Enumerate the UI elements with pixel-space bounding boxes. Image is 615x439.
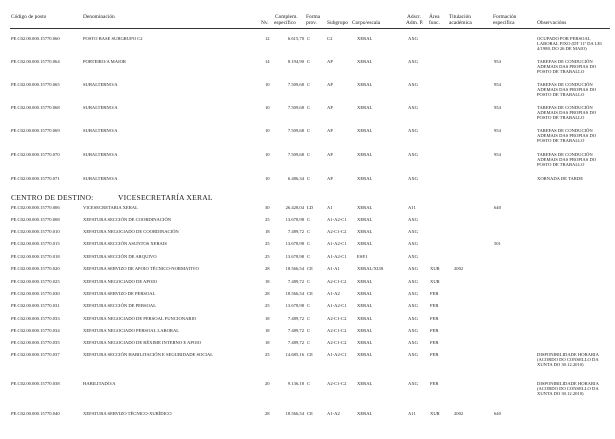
cell-form: CE bbox=[307, 352, 313, 357]
cell-area: FER bbox=[430, 316, 439, 321]
cell-code: PE.C02.00.000.15770.070 bbox=[11, 152, 60, 157]
cell-subgroup: A2-C1-C2 bbox=[327, 279, 347, 284]
cell-complement: 7.509,68 bbox=[287, 105, 304, 110]
cell-code: PE.C02.00.000.15770.015 bbox=[11, 241, 60, 246]
table-row bbox=[0, 217, 615, 227]
cell-area: FER bbox=[430, 381, 439, 386]
cell-complement: 7.489,72 bbox=[287, 279, 304, 284]
table-row bbox=[0, 205, 615, 215]
cell-adm: AXG bbox=[408, 36, 418, 41]
cell-complement: 7.489,72 bbox=[287, 340, 304, 345]
cell-corpo: XERAL bbox=[357, 128, 373, 133]
cell-subgroup: A1-A2-C1 bbox=[327, 254, 347, 259]
cell-subgroup: C2 bbox=[327, 36, 333, 41]
cell-complement: 6.615,70 bbox=[287, 36, 304, 41]
cell-adm: AXG bbox=[408, 316, 418, 321]
table-row bbox=[0, 279, 615, 289]
cell-corpo: XERAL bbox=[357, 36, 373, 41]
cell-observations: DISPONIBILIDADE HORARIA (ACORDO DO CONSELLO DA XUNTA DO 30.12.2010) bbox=[537, 381, 599, 397]
cell-complement: 18.566,54 bbox=[285, 291, 304, 296]
cell-subgroup: A2-C1-C2 bbox=[327, 381, 347, 386]
cell-subgroup: A2-C1-C2 bbox=[327, 316, 347, 321]
cell-denomination: XEFATURA SECCIÓN DE ARQUIVO bbox=[83, 254, 157, 259]
cell-level: 25 bbox=[265, 254, 270, 259]
cell-code: PE.C02.00.000.15770.068 bbox=[11, 105, 60, 110]
cell-observations: OCUPADO POR PERSOAL LABORAL FIXO (DT 11ª DA LEI 4/1988, DO 26 DE MAIO) bbox=[537, 36, 602, 52]
cell-level: 10 bbox=[265, 152, 270, 157]
header-observacions: Observacións bbox=[537, 20, 567, 26]
cell-level: 10 bbox=[265, 82, 270, 87]
cell-level: 10 bbox=[265, 176, 270, 181]
cell-subgroup: AP bbox=[327, 82, 333, 87]
cell-adm: AXG bbox=[408, 381, 418, 386]
header-adscr-2: Adm. P. bbox=[406, 20, 424, 26]
cell-complement: 13.678,98 bbox=[285, 241, 304, 246]
cell-level: 18 bbox=[265, 316, 270, 321]
table-row bbox=[0, 340, 615, 350]
cell-training: 640 bbox=[494, 205, 501, 210]
cell-form: C bbox=[307, 217, 311, 222]
cell-area: FER bbox=[430, 328, 439, 333]
cell-training: 640 bbox=[494, 411, 501, 416]
cell-subgroup: A1 bbox=[327, 205, 333, 210]
cell-code: PE.C02.00.000.15770.010 bbox=[11, 229, 60, 234]
cell-level: 14 bbox=[265, 59, 270, 64]
cell-level: 28 bbox=[265, 266, 270, 271]
cell-code: PE.C02.00.000.15770.064 bbox=[11, 59, 60, 64]
cell-code: PE.C02.00.000.15770.038 bbox=[11, 381, 60, 386]
section-name: VICESECRETARÍA XERAL bbox=[118, 193, 213, 202]
cell-level: 18 bbox=[265, 328, 270, 333]
cell-training: 501 bbox=[494, 241, 501, 246]
cell-complement: 18.566,54 bbox=[285, 411, 304, 416]
cell-subgroup: AP bbox=[327, 152, 333, 157]
cell-complement: 13.678,98 bbox=[285, 217, 304, 222]
cell-denomination: POSTO BASE SUBGRUPO C2 bbox=[83, 36, 143, 41]
cell-code: PE.C02.00.000.15770.037 bbox=[11, 352, 60, 357]
cell-level: 25 bbox=[265, 352, 270, 357]
header-titulacion-2: académica bbox=[449, 20, 472, 26]
cell-training: 954 bbox=[494, 82, 501, 87]
cell-subgroup: AP bbox=[327, 105, 333, 110]
table-row bbox=[0, 229, 615, 239]
cell-form: C bbox=[307, 105, 311, 110]
cell-form: C bbox=[307, 303, 311, 308]
cell-form: C bbox=[307, 381, 311, 386]
cell-level: 12 bbox=[265, 36, 270, 41]
cell-area: XUR bbox=[430, 266, 440, 271]
table-row bbox=[0, 291, 615, 301]
cell-subgroup: AP bbox=[327, 59, 333, 64]
cell-adm: A11 bbox=[408, 205, 416, 210]
cell-corpo: XERAL bbox=[357, 105, 373, 110]
cell-denomination: XEFATURA NEGOCIADO PERSOAL LABORAL bbox=[83, 328, 180, 333]
cell-corpo: XERAL bbox=[357, 328, 373, 333]
cell-corpo: XERAL bbox=[357, 303, 373, 308]
cell-corpo: XERAL bbox=[357, 205, 373, 210]
cell-denomination: SUBALTERNO/A bbox=[83, 82, 118, 87]
cell-form: C bbox=[307, 229, 311, 234]
cell-adm: AXG bbox=[408, 352, 418, 357]
cell-training: 954 bbox=[494, 128, 501, 133]
cell-complement: 7.509,68 bbox=[287, 128, 304, 133]
cell-subgroup: A1-A2 bbox=[327, 411, 340, 416]
cell-adm: AXG bbox=[408, 229, 418, 234]
cell-complement: 18.566,54 bbox=[285, 266, 304, 271]
cell-level: 30 bbox=[265, 205, 270, 210]
cell-code: PE.C02.00.000.15770.030 bbox=[11, 291, 60, 296]
cell-form: C bbox=[307, 59, 311, 64]
cell-corpo: XERAL bbox=[357, 176, 373, 181]
table-row bbox=[0, 152, 615, 168]
cell-denomination: VICESECRETARIA XERAL bbox=[83, 205, 138, 210]
cell-complement: 6.486,34 bbox=[287, 176, 304, 181]
cell-code: PE.C02.00.000.15770.071 bbox=[11, 176, 60, 181]
cell-form: C bbox=[307, 241, 311, 246]
header-rule bbox=[10, 28, 610, 29]
cell-corpo: XERAL bbox=[357, 279, 373, 284]
cell-form: C bbox=[307, 128, 311, 133]
cell-subgroup: A1-A2-C1 bbox=[327, 352, 347, 357]
table-row bbox=[0, 381, 615, 397]
cell-level: 10 bbox=[265, 128, 270, 133]
header-codigo: Código de posto bbox=[11, 14, 47, 20]
cell-observations: TAREFAS DE CONDUCIÓN ADEMAIS DAS PROPIAS DO POSTO DE TRABALLO bbox=[537, 152, 597, 168]
cell-corpo: XERAL bbox=[357, 340, 373, 345]
cell-subgroup: A2-C1-C2 bbox=[327, 340, 347, 345]
cell-denomination: XEFATURA SECCIÓN HABILITACIÓN E SEGURIDADE SOCIAL bbox=[83, 352, 214, 357]
cell-complement: 7.509,68 bbox=[287, 152, 304, 157]
section-label: CENTRO DE DESTINO: bbox=[11, 193, 94, 202]
cell-code: PE.C02.00.000.15770.065 bbox=[11, 82, 60, 87]
cell-area: FER bbox=[430, 352, 439, 357]
cell-form: CE bbox=[307, 266, 313, 271]
cell-complement: 26.428,04 bbox=[285, 205, 304, 210]
cell-denomination: XEFATURA NEGOCIADO DE APOIO bbox=[83, 279, 158, 284]
table-row bbox=[0, 266, 615, 276]
cell-code: PE.C02.00.000.15770.008 bbox=[11, 217, 60, 222]
cell-adm: AXG bbox=[408, 128, 418, 133]
cell-corpo: XERAL bbox=[357, 241, 373, 246]
cell-subgroup: AP bbox=[327, 176, 333, 181]
cell-corpo: ESP.1 bbox=[357, 254, 368, 259]
header-nivel: Nv. bbox=[261, 20, 269, 26]
cell-adm: AXG bbox=[408, 328, 418, 333]
cell-code: PE.C02.00.000.15770.006 bbox=[11, 205, 60, 210]
cell-level: 10 bbox=[265, 105, 270, 110]
cell-adm: A11 bbox=[408, 411, 416, 416]
cell-corpo: XERAL bbox=[357, 352, 373, 357]
cell-level: 28 bbox=[265, 411, 270, 416]
cell-level: 18 bbox=[265, 229, 270, 234]
cell-adm: AXG bbox=[408, 241, 418, 246]
cell-adm: AXG bbox=[408, 266, 418, 271]
cell-adm: AXG bbox=[408, 217, 418, 222]
cell-corpo: XERAL bbox=[357, 217, 373, 222]
cell-corpo: XERAL bbox=[357, 59, 373, 64]
table-row bbox=[0, 59, 615, 75]
cell-level: 28 bbox=[265, 291, 270, 296]
cell-denomination: XEFATURA SECCIÓN DE COORDINACIÓN bbox=[83, 217, 172, 222]
cell-denomination: SUBALTERNO/A bbox=[83, 105, 118, 110]
cell-area: XUR bbox=[430, 279, 440, 284]
cell-subgroup: A2-C1-C2 bbox=[327, 229, 347, 234]
header-forma-2: prov. bbox=[306, 20, 317, 26]
header-area-1: Área bbox=[429, 14, 440, 20]
header-forma-1: Forma bbox=[306, 14, 321, 20]
cell-adm: AXG bbox=[408, 254, 418, 259]
header-subgrupo: Subgrupo bbox=[327, 20, 348, 26]
cell-form: C bbox=[307, 316, 311, 321]
table-row bbox=[0, 36, 615, 52]
cell-adm: AXG bbox=[408, 291, 418, 296]
table-row bbox=[0, 105, 615, 121]
table-row bbox=[0, 128, 615, 144]
cell-denomination: SUBALTERNO/A bbox=[83, 128, 118, 133]
cell-observations: DISPONIBILIDADE HORARIA (ACORDO DO CONSELLO DA XUNTA DO 30.12.2010) bbox=[537, 352, 599, 368]
cell-subgroup: A1-A2-C1 bbox=[327, 217, 347, 222]
cell-corpo: XERAL bbox=[357, 229, 373, 234]
cell-corpo: XERAL bbox=[357, 381, 373, 386]
cell-denomination: XEFATURA SERVIZO DE PERSOAL bbox=[83, 291, 156, 296]
cell-code: PE.C02.00.000.15770.025 bbox=[11, 279, 60, 284]
cell-adm: AXG bbox=[408, 152, 418, 157]
header-complemento-1: Complem. bbox=[275, 14, 298, 20]
cell-denomination: SUBALTERNO/A bbox=[83, 176, 118, 181]
table-row bbox=[0, 303, 615, 313]
cell-code: PE.C02.00.000.15770.040 bbox=[11, 411, 60, 416]
cell-denomination: XEFATURA SERVIZO TÉCNICO-XURÍDICO bbox=[83, 411, 172, 416]
cell-denomination: XEFATURA NEGOCIADO DE COORDINACIÓN bbox=[83, 229, 179, 234]
cell-area: FER bbox=[430, 340, 439, 345]
cell-denomination: XEFATURA SERVIZO DE APOIO TÉCNICO-NORMATIVO bbox=[83, 266, 199, 271]
cell-area: FER bbox=[430, 303, 439, 308]
cell-code: PE.C02.00.000.15770.069 bbox=[11, 128, 60, 133]
cell-corpo: XERAL bbox=[357, 152, 373, 157]
cell-form: LD bbox=[307, 205, 314, 210]
cell-form: CE bbox=[307, 411, 313, 416]
header-denominacion: Denominación bbox=[83, 14, 115, 20]
cell-training: 954 bbox=[494, 59, 501, 64]
cell-level: 20 bbox=[265, 381, 270, 386]
cell-observations: TAREFAS DE CONDUCIÓN ADEMAIS DAS PROPIAS DO POSTO DE TRABALLO bbox=[537, 105, 597, 121]
cell-form: C bbox=[307, 254, 311, 259]
table-row bbox=[0, 352, 615, 368]
cell-corpo: XERAL bbox=[357, 316, 373, 321]
cell-code: PE.C02.00.000.15770.033 bbox=[11, 316, 60, 321]
cell-denomination: SUBALTERNO/A bbox=[83, 152, 118, 157]
cell-form: C bbox=[307, 279, 311, 284]
cell-complement: 13.678,98 bbox=[285, 303, 304, 308]
header-area-2: func. bbox=[429, 20, 440, 26]
cell-complement: 14.685,16 bbox=[285, 352, 304, 357]
table-row bbox=[0, 328, 615, 338]
cell-observations: XORNADA DE TARDE bbox=[537, 176, 583, 181]
cell-code: PE.C02.00.000.15770.020 bbox=[11, 266, 60, 271]
cell-adm: AXG bbox=[408, 82, 418, 87]
cell-area: XUR bbox=[430, 411, 440, 416]
table-row bbox=[0, 316, 615, 326]
cell-level: 25 bbox=[265, 303, 270, 308]
cell-subgroup: A2-C1-C2 bbox=[327, 328, 347, 333]
table-row bbox=[0, 254, 615, 264]
cell-denomination: XEFATURA NEGOCIADO DE PERSOAL FUNCIONARIO bbox=[83, 316, 197, 321]
cell-corpo: XERAL bbox=[357, 82, 373, 87]
cell-corpo: XERAL/XUR bbox=[357, 266, 384, 271]
cell-subgroup: A1-A2 bbox=[327, 291, 340, 296]
cell-form: C bbox=[307, 176, 311, 181]
cell-denomination: XEFATURA SECCIÓN DE PERSOAL bbox=[83, 303, 157, 308]
cell-code: PE.C02.00.000.15770.031 bbox=[11, 303, 60, 308]
cell-denomination: PORTEIRO/A MAIOR bbox=[83, 59, 126, 64]
table-row bbox=[0, 176, 615, 186]
cell-form: C bbox=[307, 36, 311, 41]
cell-complement: 7.489,72 bbox=[287, 328, 304, 333]
cell-subgroup: A1-A1 bbox=[327, 266, 340, 271]
table-row bbox=[0, 411, 615, 421]
header-formacion-2: específica bbox=[493, 20, 515, 26]
cell-form: C bbox=[307, 328, 311, 333]
cell-adm: AXG bbox=[408, 105, 418, 110]
cell-area: FER bbox=[430, 291, 439, 296]
cell-adm: AXG bbox=[408, 303, 418, 308]
cell-adm: AXG bbox=[408, 279, 418, 284]
cell-complement: 7.489,72 bbox=[287, 229, 304, 234]
cell-complement: 8.194,90 bbox=[287, 59, 304, 64]
cell-level: 18 bbox=[265, 340, 270, 345]
cell-complement: 9.136,18 bbox=[287, 381, 304, 386]
cell-training: 954 bbox=[494, 105, 501, 110]
cell-complement: 7.509,68 bbox=[287, 82, 304, 87]
cell-adm: AXG bbox=[408, 59, 418, 64]
cell-denomination: XEFATURA SECCIÓN ASUNTOS XERAIS bbox=[83, 241, 167, 246]
cell-corpo: XERAL bbox=[357, 291, 373, 296]
cell-code: PE.C02.00.000.15770.035 bbox=[11, 340, 60, 345]
table-row bbox=[0, 82, 615, 98]
cell-subgroup: A1-A2-C1 bbox=[327, 303, 347, 308]
cell-observations: TAREFAS DE CONDUCIÓN ADEMAIS DAS PROPIAS DO POSTO DE TRABALLO bbox=[537, 128, 597, 144]
cell-level: 18 bbox=[265, 279, 270, 284]
cell-form: C bbox=[307, 340, 311, 345]
cell-code: PE.C02.00.000.15770.018 bbox=[11, 254, 60, 259]
cell-form: CE bbox=[307, 291, 313, 296]
cell-observations: TAREFAS DE CONDUCIÓN ADEMAIS DAS PROPIAS DO POSTO DE TRABALLO bbox=[537, 59, 597, 75]
header-titulacion-1: Titulación bbox=[449, 14, 471, 20]
cell-adm: AXG bbox=[408, 340, 418, 345]
cell-level: 25 bbox=[265, 241, 270, 246]
cell-denomination: XEFATURA NEGOCIADO DE RÉXIME INTERNO E APOIO bbox=[83, 340, 202, 345]
cell-complement: 13.678,98 bbox=[285, 254, 304, 259]
cell-degree: 2002 bbox=[454, 266, 464, 271]
cell-degree: 2002 bbox=[454, 411, 464, 416]
cell-corpo: XERAL bbox=[357, 411, 373, 416]
header-complemento-2: específico bbox=[274, 20, 296, 26]
table-row bbox=[0, 241, 615, 251]
cell-subgroup: A1-A2-C1 bbox=[327, 241, 347, 246]
cell-form: C bbox=[307, 82, 311, 87]
cell-subgroup: AP bbox=[327, 128, 333, 133]
cell-form: C bbox=[307, 152, 311, 157]
cell-code: PE.C02.00.000.15770.034 bbox=[11, 328, 60, 333]
cell-code: PE.C02.00.000.15770.060 bbox=[11, 36, 60, 41]
cell-adm: AXG bbox=[408, 176, 418, 181]
header-corpo: Corpo/escala bbox=[352, 20, 381, 26]
cell-complement: 7.489,72 bbox=[287, 316, 304, 321]
cell-training: 954 bbox=[494, 152, 501, 157]
cell-level: 25 bbox=[265, 217, 270, 222]
cell-observations: TAREFAS DE CONDUCIÓN ADEMAIS DAS PROPIAS DO POSTO DE TRABALLO bbox=[537, 82, 597, 98]
header-adscr-1: Adscr. bbox=[407, 14, 421, 20]
cell-denomination: HABILITADO/A bbox=[83, 381, 116, 386]
header-formacion-1: Formación bbox=[493, 14, 517, 20]
